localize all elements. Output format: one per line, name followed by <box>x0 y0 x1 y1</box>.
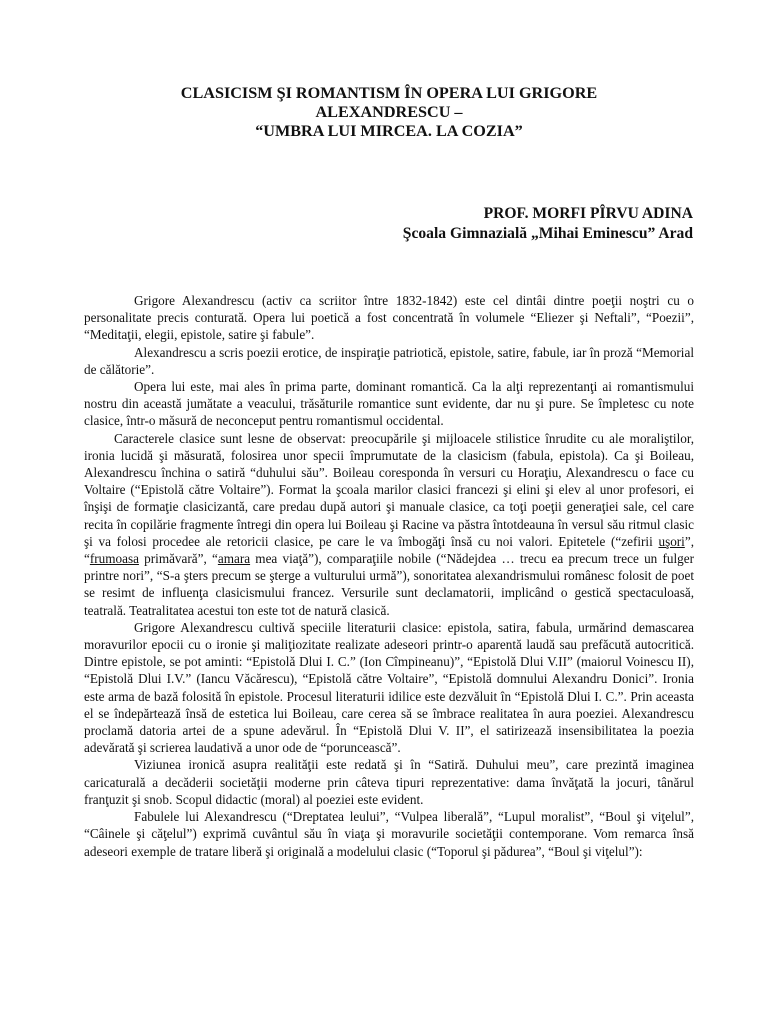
paragraph-1: Grigore Alexandrescu (activ ca scriitor între 1832-1842) este cel dintâi dintre poeţii noştri cu o personalitate precis conturată. Opera lui poetică a fost concentrată în volumele “Eliezer şi Neftali”, “Poezii”, “Meditaţii, elegii, epistole, satire şi fabule”. <box>84 293 694 343</box>
underlined-word-usori: uşori <box>658 533 685 549</box>
body-text <box>84 292 694 860</box>
paragraph-4-text-a: Caracterele clasice sunt lesne de observat: preocupările şi mijloacele stilistice înrudite cu ale moraliştilor, ironia lucidă şi măsurată, folosirea unor specii împrumutate de la clasicism (fabula, epistola). Ca şi Boileau, Alexandrescu închina o satiră “duhului său”. Boileau coresponda în versuri cu Horaţiu, Alexandrescu o face cu Voltaire (“Epistolă către Voltaire”). Format la şcoala marilor clasici francezi şi elini şi elev al unor profesori, ei înşişi de formaţie clasicizantă, care predau după autori şi manuale clasice, ca toţi poeţii generaţiei sale, cel care recita în copilărie fragmente întregi din opera lui Boileau şi Racine va păstra întotdeauna în versul său ritmul clasic şi va folosi procedee ale retoricii clasice, pe care le va îmbogăţi însă cu noi valori. Epitetele (“zefirii <box>84 430 694 549</box>
underlined-word-frumoasa: frumoasa <box>89 551 139 567</box>
paragraph-4-text-c: primăvară”, “ <box>138 551 218 567</box>
paragraph-4-text-b: ”, “ <box>84 533 694 567</box>
paragraph-6: Viziunea ironică asupra realităţii este redată şi în “Satiră. Duhului meu”, care prezintă imaginea caricaturală a decăderii societăţii moderne prin câteva tipuri reprezentative: dama învăţată la jocuri, tânărul franţuzit şi snob. Scopul didactic (moral) al poeziei este evident. <box>84 757 694 807</box>
author-school: Şcoala Gimnazială „Mihai Eminescu” Arad <box>402 224 693 242</box>
author-name: PROF. MORFI PÎRVU ADINA <box>483 205 693 222</box>
underlined-word-amara: amara <box>217 551 251 567</box>
title-line-1: CLASICISM ŞI ROMANTISM ÎN OPERA LUI GRIGORE <box>180 84 598 102</box>
title-line-3: “UMBRA LUI MIRCEA. LA COZIA” <box>255 122 523 140</box>
paragraph-5: Grigore Alexandrescu cultivă speciile literaturii clasice: epistola, satira, fabula, urmărind demascarea moravurilor epocii cu o ironie şi maliţiozitate realizate adeseori printr-o aparentă laudă sau prefăcută autocritică. Dintre epistole, se pot aminti: “Epistolă Dlui I. C.” (Ion Cîmpineanu)”, “Epistolă Dlui V.II” (maiorul Voinescu II), “Epistolă Dlui I.V.” (Iancu Văcărescu), “Epistolă către Voltaire”, “Epistolă domnului Alexandru Donici”. Ironia este arma de bază folosită în epistole. Procesul literaturii idilice este dezvăluit în “Epistolă Dlui I. C.”. Prin aceasta el se îndepărtează însă de estetica lui Boileau, care cerea să se îmbrace realitatea în aura poeziei. Alexandrescu proclamă datoria artei de a spune adevărul. În “Epistolă Dlui V. II”, el satirizează insensibilitatea la poezia adevărată şi scrierea laudativă a unor ode de “poruncească”. <box>84 619 694 756</box>
title-line-2: ALEXANDRESCU – <box>315 103 463 121</box>
paragraph-4 <box>84 430 694 619</box>
paragraph-2: Alexandrescu a scris poezii erotice, de inspiraţie patriotică, epistole, satire, fabule, iar în proză “Memorial de călătorie”. <box>84 344 694 377</box>
paragraph-4-text-d: mea viaţă”), comparaţiile nobile (“Nădejdea … trecu ea precum trece un fulger printre nori”, “S-a şters precum se şterge a vulturului urmă”), sonoritatea alexandrismului românesc folosit de poet se resimt de influenţa clasicismului francez. Versurile sunt declamatorii, implicând o gestică spectaculoasă, teatrală. Teatralitatea acestui ton este tot de natură clasică. <box>84 551 694 618</box>
paragraph-3: Opera lui este, mai ales în prima parte, dominant romantică. Ca la alţi reprezentanţi ai romantismului nostru din această jumătate a veacului, trăsăturile romantice sunt evidente, dar nu şi pure. Se împletesc cu note clasice, într-o măsură de neconceput pentru romantismul occidental. <box>84 379 694 429</box>
author-block <box>403 204 693 243</box>
title-block <box>84 84 694 141</box>
paragraph-7: Fabulele lui Alexandrescu (“Dreptatea leului”, “Vulpea liberală”, “Lupul moralist”, “Boul şi viţelul”, “Câinele şi căţelul”) exprimă cuvântul său în viaţa şi moravurile societăţii contemporane. Vom remarca însă adeseori exemple de tratare liberă şi originală a modelului clasic (“Toporul şi pădurea”, “Boul şi viţelul”): <box>84 809 694 859</box>
